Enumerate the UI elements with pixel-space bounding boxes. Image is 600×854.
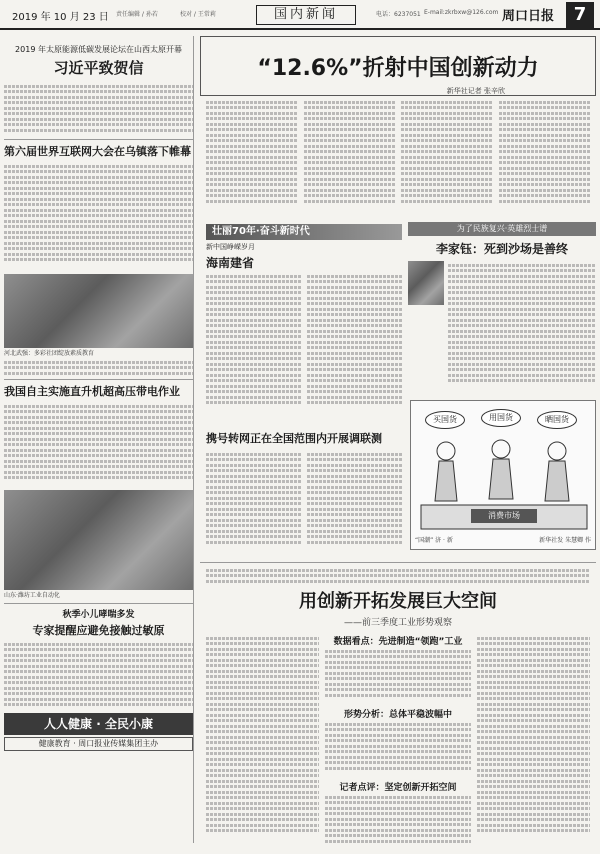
- article-body: [4, 640, 193, 710]
- issue-date: 2019 年 10 月 23 日: [12, 12, 109, 23]
- lead-story-frame: [200, 36, 596, 96]
- photo-caption: 河北武强：多彩社团绽放素质教育: [4, 350, 95, 357]
- subsection-heading: 数据看点：先进制造“领跑”工业: [333, 637, 463, 647]
- hero-banner: 为了民族复兴·英雄烈士谱: [408, 222, 596, 236]
- forklift-photo: [4, 490, 193, 590]
- section-title: 国内新闻: [256, 5, 356, 25]
- proofreader-credit: 校对 / 王常莉: [180, 11, 216, 18]
- transfer-title: 携号转网正在全国范围内开展调联测: [206, 432, 382, 445]
- health-kicker: 秋季小儿哮喘多发: [62, 610, 135, 620]
- news-photo: [4, 274, 193, 348]
- bottom-feature: [200, 562, 596, 843]
- subsection-heading: 形势分析：总体平稳波幅中: [344, 710, 453, 720]
- subsection-heading: 记者点评：坚定创新开拓空间: [339, 783, 457, 793]
- cartoon-credit: 新华社发 朱慧卿 作: [539, 537, 591, 544]
- health-banner: 人人健康 · 全民小康: [4, 713, 193, 735]
- health-banner-sub: 健康教育 · 周口报业传媒集团主办: [4, 737, 193, 751]
- series-banner: 壮丽70年·奋斗新时代: [206, 224, 402, 240]
- story-body: [206, 272, 402, 422]
- paper-name: 周口日报: [502, 9, 555, 24]
- portrait-photo: [408, 261, 444, 305]
- cartoon-note: “国潮” 济 · 新: [415, 537, 453, 544]
- article-kicker: 2019 年太原能源低碳发展论坛在山西太原开幕: [15, 45, 182, 54]
- photo-caption: 山东·潍坊工业自动化: [4, 592, 60, 599]
- story-title: 海南建省: [206, 256, 255, 270]
- health-headline: 专家提醒应避免接触过敏原: [32, 624, 165, 637]
- article-body: [4, 162, 193, 270]
- email: E-mail:zkrbxw@126.com: [424, 9, 499, 16]
- lead-story-body: [206, 98, 590, 216]
- series-block: [206, 224, 402, 268]
- article-headline: 第六届世界互联网大会在乌镇落下帷幕: [4, 145, 191, 158]
- editor-credit: 责任编辑 / 孙若: [116, 11, 158, 18]
- series-subtitle: 新中国峥嵘岁月: [206, 243, 255, 251]
- masthead: [0, 0, 600, 30]
- hero-title: 李家钰：死到沙场是善终: [435, 242, 568, 256]
- caption-body: [4, 358, 193, 376]
- article-body: [4, 402, 193, 486]
- article-headline: 习近平致贺信: [53, 59, 144, 77]
- article-headline: 我国自主实施直升机超高压带电作业: [4, 385, 180, 398]
- lead-byline: 新华社记者 张辛欣: [446, 87, 505, 95]
- cartoon-label: 消费市场: [471, 509, 537, 523]
- transfer-story: [206, 430, 402, 558]
- speech-bubble: 晒国货: [537, 411, 577, 429]
- left-column: [4, 36, 194, 843]
- lead-headline: “12.6%”折射中国创新动力: [257, 56, 539, 81]
- phone: 电话：6237051: [376, 11, 421, 18]
- article-body: [4, 82, 193, 136]
- speech-bubble: 买国货: [425, 411, 465, 429]
- speech-bubble: 用国货: [481, 409, 521, 427]
- editorial-cartoon: [410, 400, 596, 550]
- hero-story: [408, 222, 596, 392]
- feature-subheadline: ——前三季度工业形势观察: [343, 618, 452, 628]
- cartoon-drawing: [411, 431, 597, 541]
- page-number: 7: [566, 2, 594, 28]
- feature-headline: 用创新开拓发展巨大空间: [299, 591, 497, 612]
